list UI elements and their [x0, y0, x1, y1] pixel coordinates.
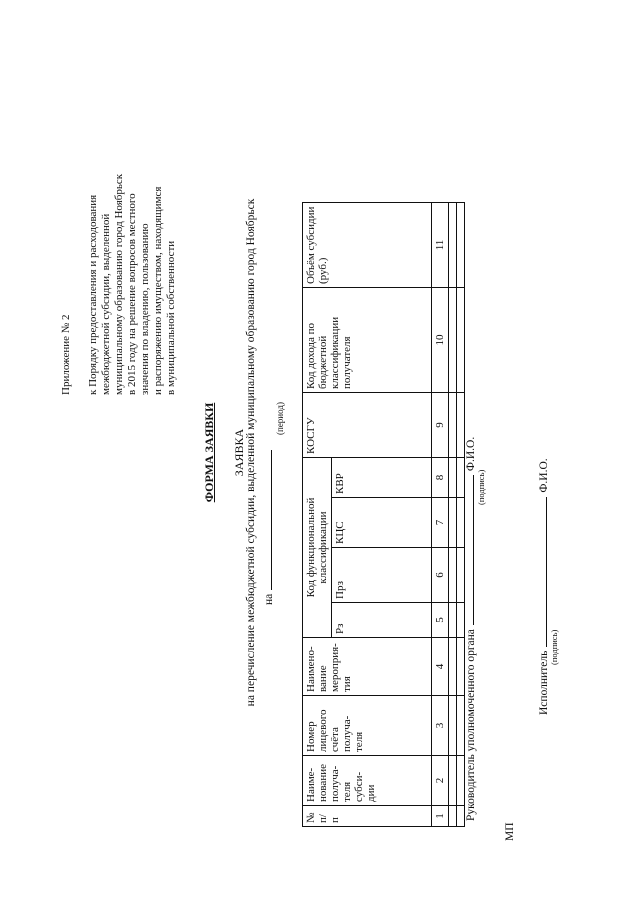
header-kosgu: КОСГУ	[303, 393, 432, 458]
header-rz: Рз	[332, 603, 432, 638]
col-number: 4	[432, 638, 449, 696]
empty-cell	[449, 288, 457, 393]
empty-cell	[449, 806, 457, 827]
head-label: Руководитель уполномоченного органа	[465, 629, 477, 821]
empty-cell	[449, 393, 457, 458]
header-income-code: Код дохода по бюджетной классификации получателя	[303, 288, 432, 393]
head-signature-blank	[462, 475, 474, 625]
col-number: 6	[432, 548, 449, 603]
table-number-row	[432, 203, 449, 827]
col-number: 2	[432, 756, 449, 806]
appendix-line: к Порядку предоставления и расходования	[87, 194, 99, 395]
header-func-code: Код функциональной классификации	[303, 458, 332, 638]
header-recipient: Наиме-нование получа-теля субси-дии	[303, 756, 432, 806]
col-number: 5	[432, 603, 449, 638]
empty-cell	[457, 203, 465, 288]
period-line	[260, 450, 275, 605]
appendix-line: межбюджетной субсидии, выделенной	[100, 213, 112, 395]
request-heading: ЗАЯВКА	[232, 428, 246, 477]
empty-cell	[449, 203, 457, 288]
table-empty-row	[449, 203, 457, 827]
period-blank	[260, 450, 272, 590]
appendix-line: в 2015 году на решение вопросов местного	[126, 193, 138, 395]
empty-cell	[449, 498, 457, 548]
header-account: Номер лицевого счёта получа-теля	[303, 696, 432, 756]
header-kvr: КВР	[332, 458, 432, 498]
header-prz: Прз	[332, 548, 432, 603]
period-hint: (период)	[275, 402, 285, 435]
empty-cell	[449, 638, 457, 696]
col-number: 9	[432, 393, 449, 458]
col-number: 11	[432, 203, 449, 288]
col-number: 1	[432, 806, 449, 827]
col-number: 10	[432, 288, 449, 393]
empty-cell	[449, 548, 457, 603]
executor-signature-line	[535, 458, 550, 715]
appendix-line: муниципальному образованию город Ноябрьск	[113, 173, 125, 395]
header-number: № п/п	[303, 806, 432, 827]
appendix-line: и распоряжению имуществом, находящимся	[152, 186, 164, 395]
empty-cell	[449, 696, 457, 756]
table-header-row	[303, 203, 332, 827]
appendix-number: Приложение № 2	[60, 314, 72, 395]
request-table	[302, 202, 465, 827]
appendix-note	[60, 55, 178, 395]
empty-cell	[457, 288, 465, 393]
executor-signature-blank	[535, 497, 547, 647]
col-number: 7	[432, 498, 449, 548]
head-signature-line	[462, 437, 477, 821]
appendix-line: в муниципальной собственности	[165, 240, 177, 395]
empty-cell	[449, 458, 457, 498]
col-number: 8	[432, 458, 449, 498]
empty-cell	[449, 603, 457, 638]
head-signature-hint: (подпись)	[476, 469, 486, 505]
empty-cell	[449, 756, 457, 806]
header-kcs: КЦС	[332, 498, 432, 548]
executor-name: Ф.И.О.	[538, 458, 550, 493]
header-amount: Объём субсидии (руб.)	[303, 203, 432, 288]
form-title: ФОРМА ЗАЯВКИ	[202, 402, 216, 503]
period-prefix: на	[263, 593, 275, 605]
col-number: 3	[432, 696, 449, 756]
appendix-line: значения по владению, пользованию	[139, 223, 151, 395]
executor-signature-hint: (подпись)	[549, 629, 559, 665]
request-purpose: на перечисление межбюджетной субсидии, выделенной муниципальному образованию город Ноябрьск	[245, 198, 257, 707]
head-name: Ф.И.О.	[465, 436, 477, 472]
stamp-place: МП	[504, 822, 516, 841]
header-event: Наимено-вание мероприя-тия	[303, 638, 432, 696]
executor-label: Исполнитель	[538, 650, 550, 715]
